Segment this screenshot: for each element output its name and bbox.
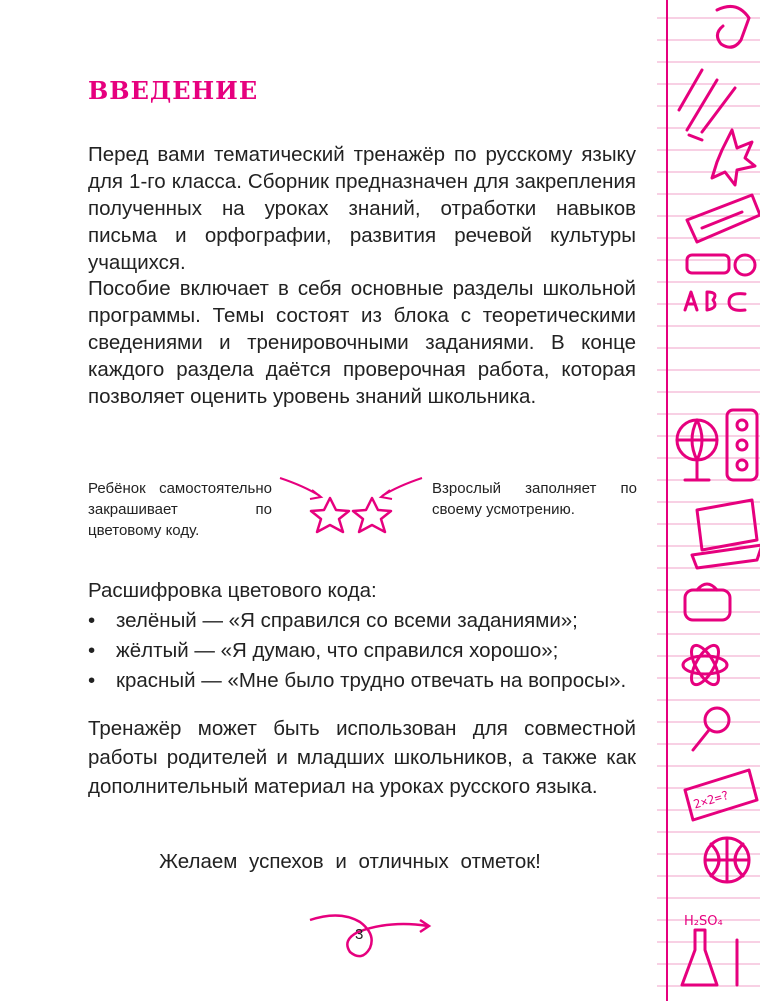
- svg-text:H₂SO₄: H₂SO₄: [684, 914, 723, 929]
- star-icon: [311, 498, 349, 532]
- legend-item: • красный — «Мне было трудно отвечать на вопросы».: [88, 669, 627, 692]
- contents-paragraph: [88, 275, 636, 410]
- svg-text:2×2=?: 2×2=?: [691, 788, 731, 812]
- adult-note: Взрослый заполняет по своему усмотрению.: [432, 480, 637, 518]
- usage-paragraph: Тренажёр может быть использован для совместной работы родителей и младших школьников, а также как дополнительный материал на уроках русского языка.: [88, 717, 636, 798]
- legend-title: Расшифровка цветового кода:: [88, 579, 377, 602]
- child-note: Ребёнок самостоятельно закрашивает по цветовому коду.: [88, 480, 272, 539]
- arrow-icon: [381, 478, 422, 499]
- page-title: ВВЕДЕНИЕ: [88, 76, 259, 105]
- contents-text: Пособие включает в себя основные разделы школьной программы. Темы состоят из блока с теоретическими сведениями и тренировочными заданиями. В конце каждого раздела даётся проверочная работа, которая позволяет оценить уровень знаний школьника.: [88, 277, 636, 408]
- arrow-icon: [280, 478, 321, 499]
- rating-stars: [276, 468, 426, 548]
- color-legend: [88, 576, 636, 696]
- legend-item: • зелёный — «Я справился со всеми заданиями»;: [88, 609, 578, 632]
- intro-paragraph: [88, 141, 636, 276]
- doodle-strip: [657, 0, 760, 1001]
- basketball-icon: [705, 838, 749, 882]
- intro-text: Перед вами тематический тренажёр по русскому языку для 1-го класса. Сборник предназначен для закрепления полученных на уроках знаний, отработки навыков письма и орфографии, развития речевой культуры учащихся.: [88, 143, 636, 274]
- legend-item: • жёлтый — «Я думаю, что справился хорошо»;: [88, 639, 559, 662]
- page-number: 3: [355, 926, 364, 943]
- page-number-swirl: [300, 908, 440, 968]
- wish-line: Желаем успехов и отличных отметок!: [159, 850, 541, 873]
- star-icon: [353, 498, 391, 532]
